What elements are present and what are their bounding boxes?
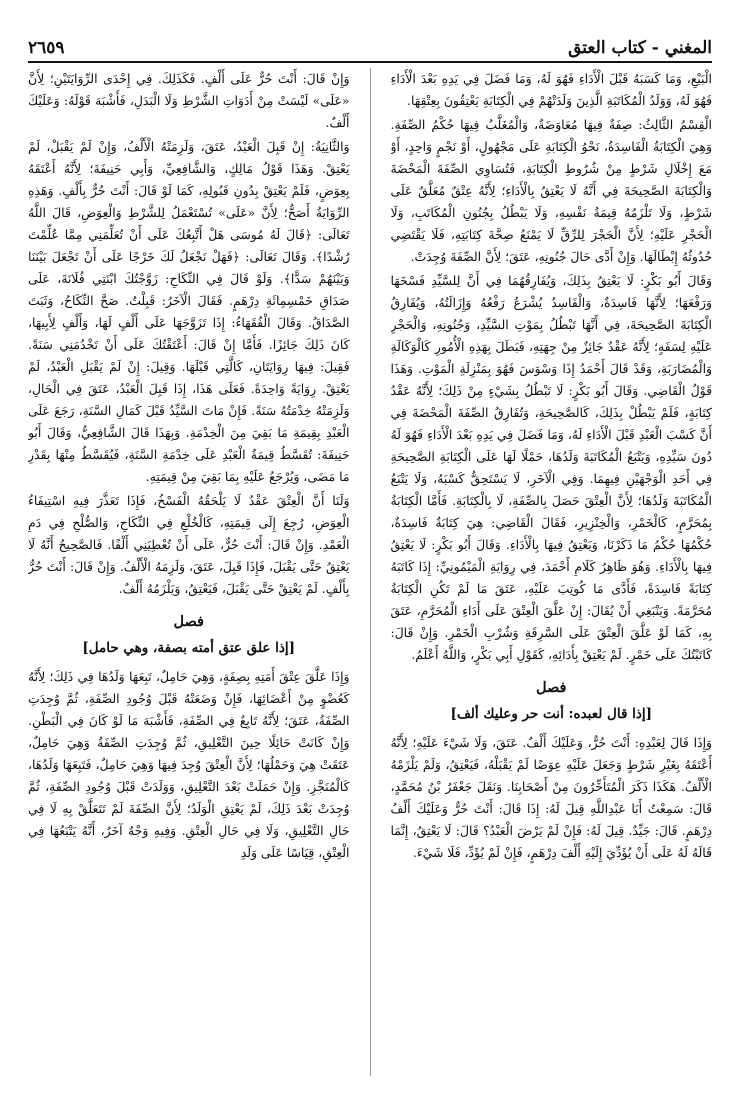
chapter-title: [إذا قال لعبده: أنت حر وعليك ألف]: [450, 706, 653, 722]
section-heading: فصل: [173, 613, 204, 630]
chapter-title: [إذا علق عتق أمته بصفة، وهي حامل]: [82, 640, 296, 656]
paragraph: الْبَيْعِ، وَمَا كَسَبَهُ قَبْلَ الْأَدَاءِ فَهُوَ لَهُ، وَمَا فَضَلَ فِي يَدِهِ بَعْدَ الْأَدَاءِ فَهُوَ لَهُ، وَوَلَدُ الْمُكَاتَبَةِ الَّذِينَ وَلَدَتْهُمْ فِي الْكِتَابَةِ يَعْتِقُونَ بِعِتْقِهَا.: [390, 71, 712, 108]
right-column: [391, 68, 713, 1076]
page-header: [28, 28, 712, 63]
text-columns: [28, 68, 712, 1076]
left-column: [28, 68, 350, 1076]
paragraph: وَإِذَا قَالَ لِعَبْدِهِ: أَنْتَ حُرٌّ، وَعَلَيْكَ أَلْفٌ. عَتَقَ، وَلَا شَيْءَ عَلَيْهِ؛ لِأَنَّهُ أَعْتَقَهُ بِغَيْرِ شَرْطٍ وَجَعَلَ عَلَيْهِ عِوَضًا لَمْ يَقْبَلْهُ، فَيَعْتِقُ، وَلَمْ يَلْزَمْهُ الْأَلْفُ. هَكَذَا ذَكَرَ الْمُتَأَخِّرُونَ مِنْ أَصْحَابِنَا. وَنَقَلَ جَعْفَرُ بْنُ مُحَمَّدٍ، قَالَ: سَمِعْتُ أَبَا عَبْدِاللَّهِ قِيلَ لَهُ: إِذَا قَالَ: أَنْتَ حُرٌّ وَعَلَيْكَ أَلْفُ دِرْهَمٍ. قَالَ: جَيِّدٌ. قِيلَ لَهُ: فَإِنْ لَمْ يَرْضَ الْعَبْدُ؟ قَالَ: لَا يَعْتِقُ، إِنَّمَا قَالَهُ لَهُ عَلَى أَنْ يُؤَدِّيَ إِلَيْهِ أَلْفَ دِرْهَمٍ، فَإِنْ لَمْ يُؤَدِّ، فَلَا شَيْءَ.: [390, 735, 712, 860]
section-heading: فصل: [536, 679, 567, 696]
paragraph: وَإِنْ قَالَ: أَنْتَ حُرٌّ عَلَى أَلْفٍ. فَكَذَلِكَ. فِي إِحْدَى الرِّوَايَتَيْنِ؛ لِأَنَّ «عَلَى» لَيْسَتْ مِنْ أَدَوَاتِ الشَّرْطِ وَلَا الْبَدَلِ، فَأَشْبَهَ قَوْلَهُ: وَعَلَيْكَ أَلْفٌ.: [28, 71, 350, 130]
paragraph: وَلَنَا أَنَّ الْعِتْقَ عَقْدٌ لَا يَلْحَقُهُ الْفَسْخُ، فَإِذَا تَعَذَّرَ فِيهِ اسْتِيفَاءُ الْعِوَضِ، رُجِعَ إِلَى قِيمَتِهِ، كَالْخُلْعِ فِي النِّكَاحِ، وَالصُّلْحِ فِي دَمِ الْعَمْدِ. وَإِنْ قَالَ: أَنْتَ حُرٌّ، عَلَى أَنْ تُعْطِيَنِي أَلْفًا. فَالصَّحِيحُ أَنَّهُ لَا يَعْتِقُ حَتَّى يَقْبَلَ، فَإِذَا قَبِلَ، عَتَقَ، وَلَزِمَهُ الْأَلْفُ. وَإِنْ قَالَ: أَنْتَ حُرٌّ بِأَلْفٍ. لَمْ يَعْتِقْ حَتَّى يَقْبَلَ، فَيَعْتِقُ، وَيَلْزَمُهُ أَلْفٌ.: [28, 493, 350, 596]
page-number: ٢٦٥٩: [28, 38, 65, 58]
column-divider: [370, 68, 371, 1076]
running-title: المغني - كتاب العتق: [568, 38, 712, 58]
paragraph: وَالثَّانِيَةُ: إِنْ قَبِلَ الْعَبْدُ، عَتَقَ، وَلَزِمَتْهُ الْأَلْفُ، وَإِنْ لَمْ يَقْبَلْ، لَمْ يَعْتِقْ. وَهَذَا قَوْلُ مَالِكٍ، وَالشَّافِعِيِّ، وَأَبِي حَنِيفَةَ؛ لِأَنَّهُ أَعْتَقَهُ بِعِوَضٍ، فَلَمْ يَعْتِقْ بِدُونِ قَبُولِهِ، كَمَا لَوْ قَالَ: أَنْتَ حُرٌّ بِأَلْفٍ. وَهَذِهِ الرِّوَايَةُ أَصَحُّ؛ لِأَنَّ «عَلَى» تُسْتَعْمَلُ لِلشَّرْطِ وَالْعِوَضِ، قَالَ اللَّهُ تَعَالَى: ﴿قَالَ لَهُ مُوسَى هَلْ أَتَّبِعُكَ عَلَى أَنْ تُعَلِّمَنِي مِمَّا عُلِّمْتَ رُشْدًا﴾. وَقَالَ تَعَالَى: ﴿فَهَلْ نَجْعَلُ لَكَ خَرْجًا عَلَى أَنْ تَجْعَلَ بَيْنَنَا وَبَيْنَهُمْ سَدًّا﴾. وَلَوْ قَالَ فِي النِّكَاحِ: زَوَّجْتُكَ ابْنَتِي فُلَانَةَ، عَلَى صَدَاقِ خَمْسِمِائَةِ دِرْهَمٍ. فَقَالَ الْآخَرُ: قَبِلْتُ. صَحَّ النِّكَاحُ، وَثَبَتَ الصَّدَاقُ. وَقَالَ الْفُقَهَاءُ: إِذَا تَزَوَّجَهَا عَلَى أَلْفٍ لَهَا، وَأَلْفٍ لِأَبِيهَا، كَانَ ذَلِكَ جَائِزًا. فَأَمَّا إِنْ قَالَ: أَعْتَقْتُكَ عَلَى أَنْ تَخْدُمَنِي سَنَةً. فَقِيلَ: فِيهَا رِوَايَتَانِ، كَالَّتِي قَبْلَهَا. وَقِيلَ: إِنْ لَمْ يَقْبَلِ الْعَبْدُ، لَمْ يَعْتِقْ. رِوَايَةً وَاحِدَةً. فَعَلَى هَذَا، إِذَا قَبِلَ الْعَبْدُ، عَتَقَ فِي الْحَالِ، وَلَزِمَتْهُ خِدْمَتُهُ سَنَةً. فَإِنْ مَاتَ السَّيِّدُ قَبْلَ كَمَالِ السَّنَةِ، رَجَعَ عَلَى الْعَبْدِ بِقِيمَةِ مَا بَقِيَ مِنَ الْخِدْمَةِ. وَبِهَذَا قَالَ الشَّافِعِيُّ، وَقَالَ أَبُو حَنِيفَةَ: تُقَسَّطُ قِيمَةُ الْعَبْدِ عَلَى خِدْمَةِ السَّنَةِ، فَيُقَسَّطُ مِنْهَا بِقَدْرِ مَا مَضَى، وَيُرْجَعُ عَلَيْهِ بِمَا بَقِيَ مِنْ قِيمَتِهِ.: [28, 139, 350, 484]
paragraph: الْقِسْمُ الثَّالِثُ: صِفَةٌ فِيهَا مُعَاوَضَةٌ، وَالْمُغَلَّبُ فِيهَا حُكْمُ الصِّفَةِ. وَهِيَ الْكِتَابَةُ الْفَاسِدَةُ، نَحْوُ الْكِتَابَةِ عَلَى مَجْهُولٍ، أَوْ نَجْمٍ وَاحِدٍ، أَوْ مَعَ إِخْلَالِ شَرْطٍ مِنْ شُرُوطِ الْكِتَابَةِ، فَتُسَاوِي الصِّفَةَ الْمَحْضَةَ وَالْكِتَابَةَ الصَّحِيحَةَ فِي أَنَّهُ لَا يَعْتِقُ بِالْأَدَاءِ؛ لِأَنَّهُ عِتْقٌ مُعَلَّقٌ عَلَى شَرْطٍ، وَلَا تَلْزَمُهُ قِيمَةُ نَفْسِهِ، وَلَا يَبْطُلُ بِجُنُونِ الْمُكَاتَبِ، وَلَا الْحَجْرِ عَلَيْهِ؛ لِأَنَّ الْحَجْرَ لِلرِّقِّ لَا يَمْنَعُ صِحَّةَ كِتَابَتِهِ، فَلَا يَقْتَضِي حُدُوثُهُ إِبْطَالَهَا. وَإِنْ أَدَّى حَالَ جُنُونِهِ، عَتَقَ؛ لِأَنَّ الصِّفَةَ وُجِدَتْ.: [390, 117, 712, 264]
paragraph: وَقَالَ أَبُو بَكْرٍ: لَا يَعْتِقُ بِذَلِكَ، وَيُفَارِقُهُمَا فِي أَنَّ لِلسَّيِّدِ فَسْخَهَا وَرَفْعَهَا؛ لِأَنَّهَا فَاسِدَةٌ، وَالْفَاسِدُ يُشْرَعُ رَفْعُهُ وَإِزَالَتُهُ، وَيُفَارِقُ الْكِتَابَةَ الصَّحِيحَةَ، فِي أَنَّهَا تَبْطُلُ بِمَوْتِ السَّيِّدِ، وَجُنُونِهِ، وَالْحَجْرِ عَلَيْهِ لِسَفَهٍ؛ لِأَنَّهُ عَقْدٌ جَائِزٌ مِنْ جِهَتِهِ، فَبَطَلَ بِهَذِهِ الْأُمُورِ كَالْوَكَالَةِ وَالْمُضَارَبَةِ، وَقَدْ قَالَ أَحْمَدُ إِذَا وَسْوَسَ فَهُوَ بِمَنْزِلَةِ الْمَوْتِ. وَهَذَا قَوْلُ الْقَاضِي. وَقَالَ أَبُو بَكْرٍ: لَا تَبْطُلُ بِشَيْءٍ مِنْ ذَلِكَ؛ لِأَنَّهُ عَقْدُ كِتَابَةٍ، فَلَمْ يَبْطُلْ بِذَلِكَ، كَالصَّحِيحَةِ، وَتُفَارِقُ الصِّفَةَ الْمَحْضَةَ فِي أَنَّ كَسْبَ الْعَبْدِ قَبْلَ الْأَدَاءِ لَهُ، وَمَا فَضَلَ فِي يَدِهِ بَعْدَ الْأَدَاءِ فَهُوَ لَهُ دُونَ سَيِّدِهِ، وَيَتْبَعُ الْمُكَاتَبَةَ وَلَدُهَا، حَمْلًا لَهَا عَلَى الْكِتَابَةِ الصَّحِيحَةِ فِي أَحَدِ الْوَجْهَيْنِ فِيهِمَا. وَفِي الْآخَرِ، لَا يَسْتَحِقُّ كَسْبَهُ، وَلَا يَتْبَعُ الْمُكَاتَبَةَ وَلَدُهَا؛ لِأَنَّ الْعِتْقَ حَصَلَ بِالصِّفَةِ، لَا بِالْكِتَابَةِ. فَأَمَّا الْكِتَابَةُ بِمُحَرَّمٍ، كَالْخَمْرِ، وَالْخِنْزِيرِ، فَقَالَ الْقَاضِي: هِيَ كِتَابَةٌ فَاسِدَةٌ، حُكْمُهَا حُكْمُ مَا ذَكَرْنَا، وَيَعْتِقُ فِيهَا بِالْأَدَاءِ. وَقَالَ أَبُو بَكْرٍ: لَا يَعْتِقُ فِيهَا بِالْأَدَاءِ. وَهُوَ ظَاهِرُ كَلَامِ أَحْمَدَ، فِي رِوَايَةِ الْمَيْمُونِيِّ: إِذَا كَاتَبَهُ كِتَابَةً فَاسِدَةً، فَأَدَّى مَا كُوتِبَ عَلَيْهِ، عَتَقَ مَا لَمْ تَكُنِ الْكِتَابَةُ مُحَرَّمَةً. وَيَنْبَغِي أَنْ يُقَالَ: إِنْ عَلَّقَ الْعِتْقَ عَلَى أَدَاءِ الْمُحَرَّمِ، عَتَقَ بِهِ، كَمَا لَوْ عَلَّقَ الْعِتْقَ عَلَى السَّرِقَةِ وَشُرْبِ الْخَمْرِ. وَإِنْ قَالَ: كَاتَبْتُكَ عَلَى خَمْرٍ. لَمْ يَعْتِقْ بِأَدَائِهِ، كَقَوْلِ أَبِي بَكْرٍ، وَاللَّهُ أَعْلَمُ.: [390, 273, 712, 662]
paragraph: وَإِذَا عَلَّقَ عِتْقَ أَمَتِهِ بِصِفَةٍ، وَهِيَ حَامِلٌ، تَبِعَهَا وَلَدُهَا فِي ذَلِكَ؛ لِأَنَّهُ كَعُضْوٍ مِنْ أَعْضَائِهَا، فَإِنْ وَضَعَتْهُ قَبْلَ وُجُودِ الصِّفَةِ، ثُمَّ وُجِدَتِ الصِّفَةُ، عَتَقَ؛ لِأَنَّهُ تَابِعٌ فِي الصِّفَةِ، فَأَشْبَهَ مَا لَوْ كَانَ فِي الْبَطْنِ. وَإِنْ كَانَتْ حَائِلًا حِينَ التَّعْلِيقِ، ثُمَّ وُجِدَتِ الصِّفَةُ وَهِيَ حَامِلٌ، عَتَقَتْ هِيَ وَحَمْلُهَا؛ لِأَنَّ الْعِتْقَ وُجِدَ فِيهَا وَهِيَ حَامِلٌ، فَتَبِعَهَا وَلَدُهَا، كَالْمُنَجَّزِ. وَإِنْ حَمَلَتْ بَعْدَ التَّعْلِيقِ، وَوَلَدَتْ قَبْلَ وُجُودِ الصِّفَةِ، ثُمَّ وُجِدَتْ بَعْدَ ذَلِكَ، لَمْ يَعْتِقِ الْوَلَدُ؛ لِأَنَّ الصِّفَةَ لَمْ تَتَعَلَّقْ بِهِ لَا فِي حَالِ التَّعْلِيقِ، وَلَا فِي حَالِ الْعِتْقِ. وَفِيهِ وَجْهٌ آخَرُ، أَنَّهُ يَتْبَعُهَا فِي الْعِتْقِ، قِيَاسًا عَلَى وَلَدِ: [28, 669, 350, 860]
